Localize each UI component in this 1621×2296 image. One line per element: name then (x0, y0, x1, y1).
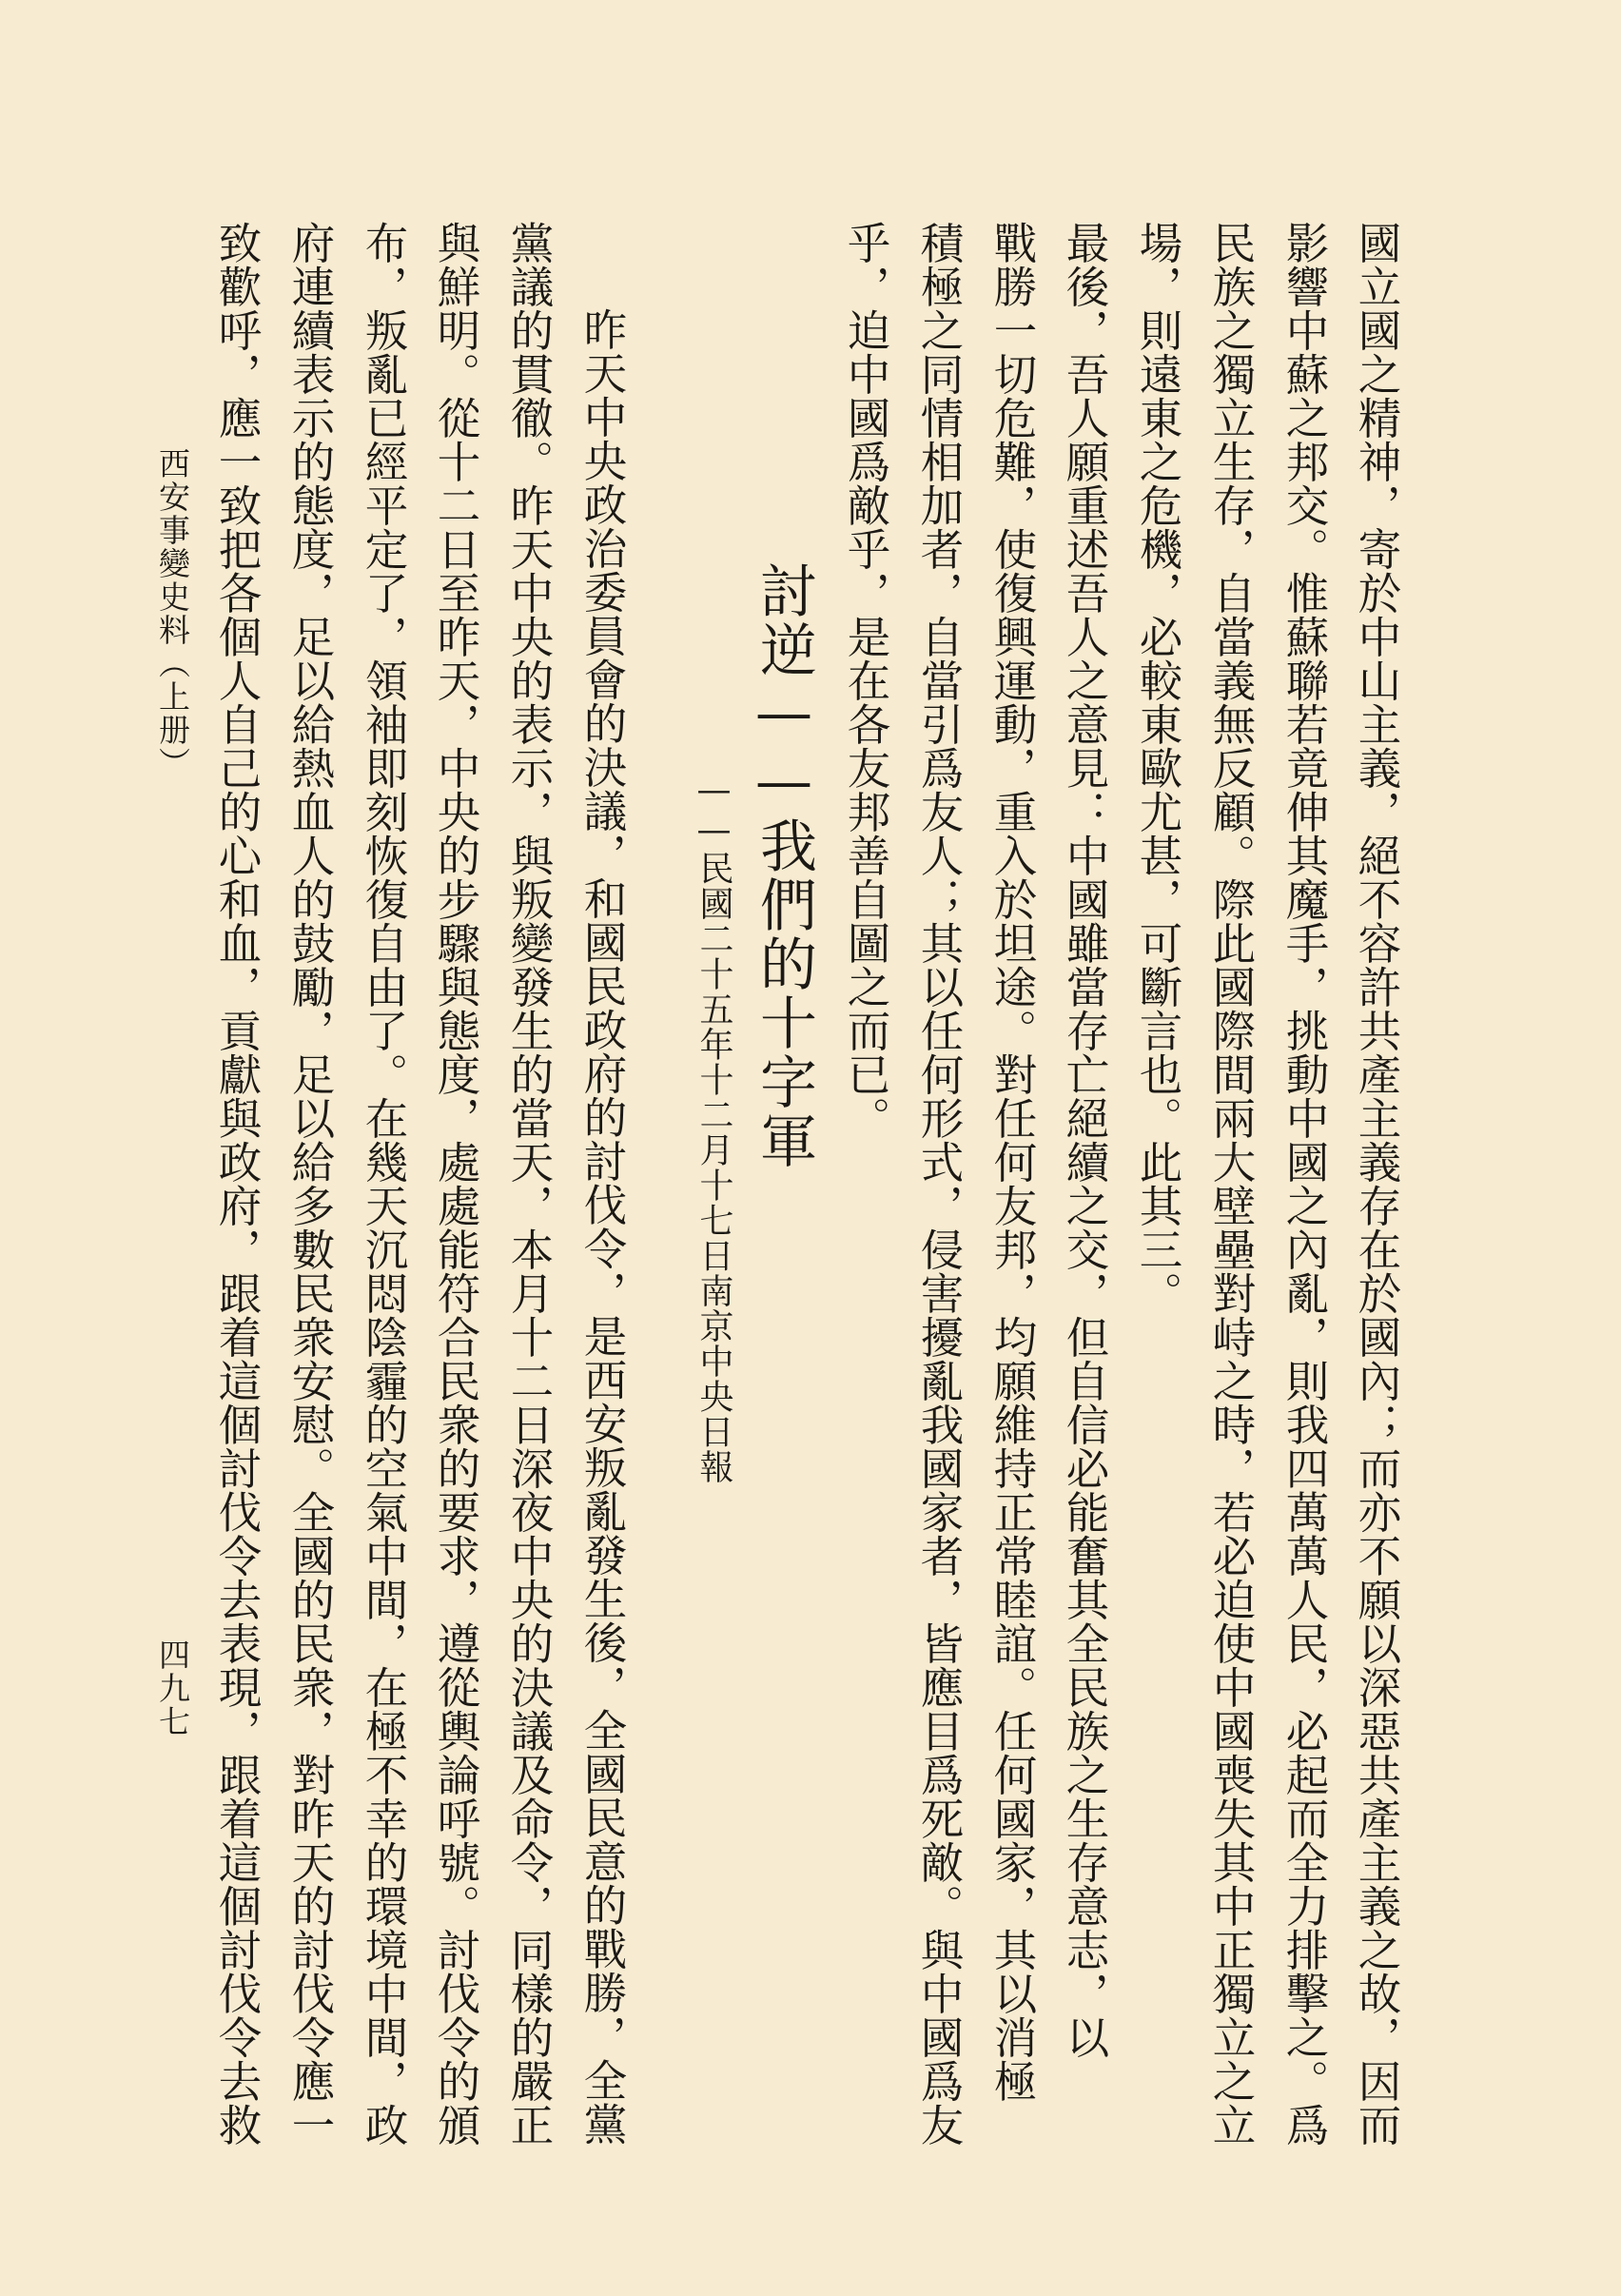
text-column: 積極之同情相加者，自當引爲友人；其以任何形式，侵害擾亂我國家者，皆應目爲死敵。與中國爲友 (914, 221, 965, 2147)
text-column: 黨議的貫徹。昨天中央的表示，與叛變發生的當天，本月十二日深夜中央的決議及命令，同樣的嚴正 (504, 221, 555, 2147)
book-title: 西安事變史料（上册） (154, 447, 191, 780)
text-column: 民族之獨立生存，自當義無反顧。際此國際間兩大壁壘對峙之時，若必迫使中國喪失其中正獨立之立 (1206, 221, 1257, 2147)
text-column: 場，則遠東之危機，必較東歐尤甚，可斷言也。此其三。 (1133, 221, 1183, 1315)
text-column: 戰勝一切危難，使復興運動，重入於坦途。對任何友邦，均願維持正常睦誼。任何國家，其以消極 (987, 221, 1038, 2103)
article-byline: ——民國二十五年十二月十七日南京中央日報 (694, 771, 733, 1484)
text-column: 致歡呼，應一致把各個人自己的心和血，貢獻與政府，跟着這個討伐令去表現，跟着這個討伐令去救 (212, 221, 263, 2147)
text-column: 昨天中央政治委員會的決議，和國民政府的討伐令，是西安叛亂發生後，全國民意的戰勝，全黨 (577, 307, 628, 2146)
text-column: 最後，吾人願重述吾人之意見：中國雖當存亡絕續之交，但自信必能奮其全民族之生存意志，以 (1060, 221, 1110, 2059)
text-column: 乎，迫中國爲敵乎，是在各友邦善自圖之而已。 (841, 221, 891, 1140)
text-column: 府連續表示的態度，足以給熱血人的鼓勵，足以給多數民衆安慰。全國的民衆，對昨天的討伐令應一 (285, 221, 336, 2147)
text-column: 影響中蘇之邦交。惟蘇聯若竟伸其魔手，挑動中國之內亂，則我四萬萬人民，必起而全力排擊之。爲 (1279, 221, 1330, 2147)
text-column: 國立國之精神，寄於中山主義，絕不容許共產主義存在於國內；而亦不願以深惡共產主義之故，因而 (1352, 221, 1402, 2147)
text-column: 布，叛亂已經平定了，領袖即刻恢復自由了。在幾天沉悶陰霾的空氣中間，在極不幸的環境中間，政 (359, 221, 409, 2147)
article-title: 討逆——我們的十字軍 (751, 561, 817, 1170)
page-number: 四九七 (154, 1639, 191, 1738)
text-column: 與鮮明。從十二日至昨天，中央的步驟與態度，處處能符合民衆的要求，遵從輿論呼號。討伐令的頒 (431, 221, 481, 2147)
